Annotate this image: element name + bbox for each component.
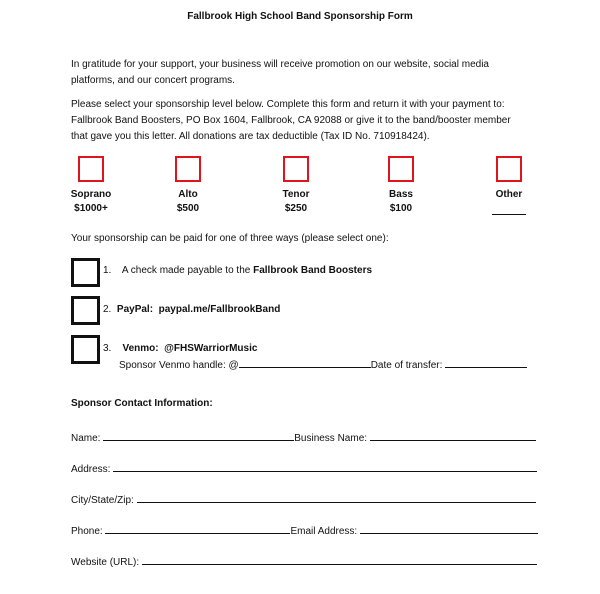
phone-row bbox=[71, 522, 538, 537]
website-field[interactable] bbox=[142, 553, 537, 565]
instructions-paragraph bbox=[71, 97, 541, 145]
intro-line: In gratitude for your support, your business will receive promotion on our website, social media bbox=[71, 59, 489, 70]
other-amount-field[interactable] bbox=[492, 202, 526, 215]
website-label: Website (URL): bbox=[71, 557, 140, 568]
venmo-account: @FHSWarriorMusic bbox=[164, 343, 258, 354]
level-checkbox[interactable] bbox=[283, 156, 309, 182]
paypal-label: PayPal: bbox=[116, 304, 154, 315]
level-soprano[interactable] bbox=[56, 156, 126, 216]
intro-line: platforms, and our concert programs. bbox=[71, 75, 235, 86]
transfer-date-field[interactable] bbox=[445, 356, 527, 368]
paypal-option bbox=[103, 303, 280, 317]
level-amount: $1000+ bbox=[74, 203, 108, 214]
name-label: Name: bbox=[71, 433, 101, 444]
address-field[interactable] bbox=[113, 460, 537, 472]
check-option-checkbox[interactable] bbox=[71, 258, 100, 287]
instructions-line: Fallbrook Band Boosters, PO Box 1604, Fallbrook, CA 92088 or give it to the band/booster member bbox=[71, 115, 511, 126]
option-number: 3. bbox=[103, 343, 112, 354]
contact-heading: Sponsor Contact Information: bbox=[71, 398, 213, 409]
venmo-handle-field[interactable] bbox=[239, 356, 371, 368]
level-name: Alto bbox=[178, 189, 198, 200]
venmo-label: Venmo: bbox=[122, 343, 159, 354]
venmo-handle-label: Sponsor Venmo handle: @ bbox=[119, 360, 239, 371]
level-checkbox[interactable] bbox=[496, 156, 522, 182]
check-payee: Fallbrook Band Boosters bbox=[253, 265, 373, 276]
option-number: 2. bbox=[103, 304, 112, 315]
name-field[interactable] bbox=[103, 429, 294, 441]
intro-paragraph bbox=[71, 57, 541, 89]
level-amount: $250 bbox=[284, 203, 308, 214]
level-bass[interactable] bbox=[366, 156, 436, 216]
level-checkbox[interactable] bbox=[388, 156, 414, 182]
level-amount: $100 bbox=[389, 203, 413, 214]
check-option bbox=[103, 264, 372, 278]
level-name: Bass bbox=[389, 189, 413, 200]
level-checkbox[interactable] bbox=[78, 156, 104, 182]
payment-prompt: Your sponsorship can be paid for one of three ways (please select one): bbox=[71, 233, 389, 244]
transfer-date-label: Date of transfer: bbox=[370, 360, 443, 371]
level-name: Soprano bbox=[70, 189, 112, 200]
email-label: Email Address: bbox=[290, 526, 358, 537]
instructions-line: that gave you this letter. All donations are tax deductible (Tax ID No. 710918424). bbox=[71, 131, 430, 142]
address-label: Address: bbox=[71, 464, 111, 475]
level-alto[interactable] bbox=[153, 156, 223, 216]
level-name: Tenor bbox=[282, 189, 310, 200]
email-field[interactable] bbox=[360, 522, 538, 534]
page-title: Fallbrook High School Band Sponsorship Form bbox=[187, 11, 413, 22]
phone-label: Phone: bbox=[71, 526, 103, 537]
business-name-field[interactable] bbox=[370, 429, 536, 441]
level-amount: $500 bbox=[176, 203, 200, 214]
name-row bbox=[71, 429, 536, 444]
level-tenor[interactable] bbox=[261, 156, 331, 216]
paypal-option-checkbox[interactable] bbox=[71, 296, 100, 325]
city-label: City/State/Zip: bbox=[71, 495, 134, 506]
city-field[interactable] bbox=[137, 491, 536, 503]
level-other[interactable] bbox=[474, 156, 544, 220]
level-checkbox[interactable] bbox=[175, 156, 201, 182]
paypal-link: paypal.me/FallbrookBand bbox=[158, 304, 281, 315]
website-row bbox=[71, 553, 537, 568]
instructions-line: Please select your sponsorship level below. Complete this form and return it with your payment to: bbox=[71, 99, 505, 110]
level-name: Other bbox=[495, 189, 523, 200]
venmo-option-checkbox[interactable] bbox=[71, 335, 100, 364]
city-row bbox=[71, 491, 536, 506]
option-number: 1. bbox=[103, 265, 112, 276]
check-option-text: A check made payable to the bbox=[121, 265, 254, 276]
phone-field[interactable] bbox=[105, 522, 290, 534]
venmo-option bbox=[103, 342, 527, 373]
business-name-label: Business Name: bbox=[294, 433, 368, 444]
address-row bbox=[71, 460, 537, 475]
